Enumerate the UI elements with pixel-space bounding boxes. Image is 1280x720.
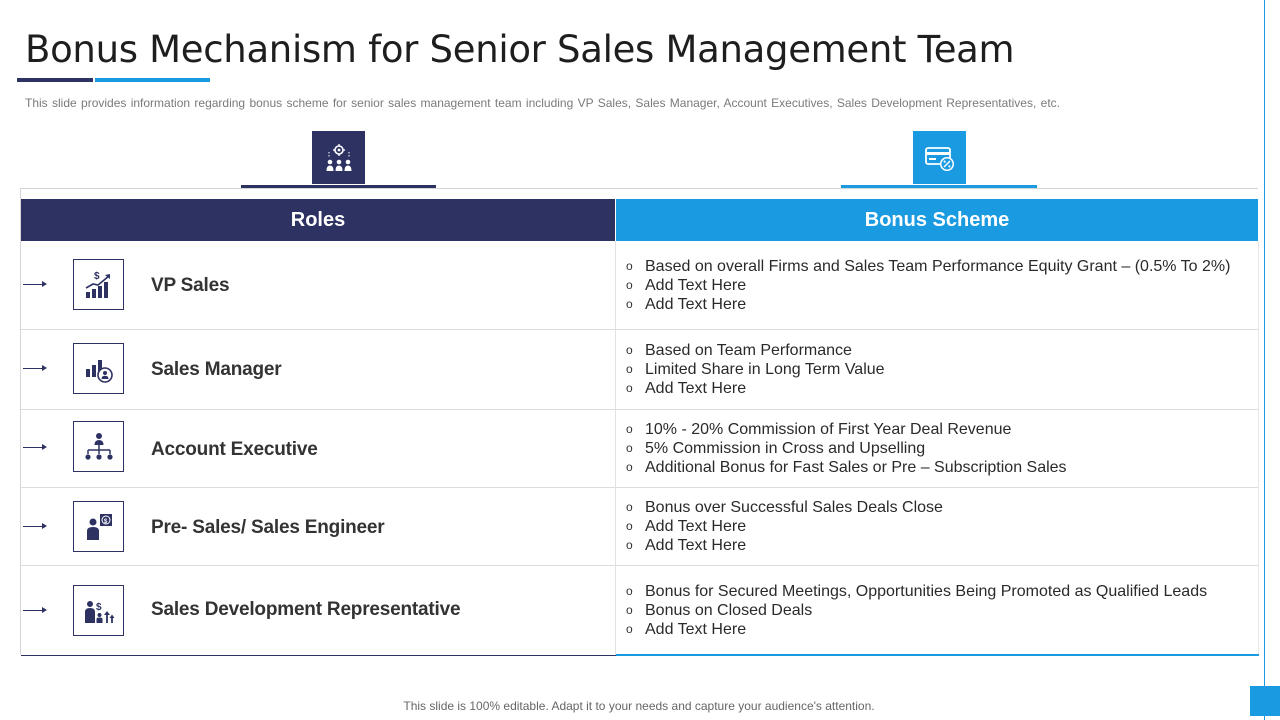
bullet-marker: o [626,422,633,436]
bullet-text: Add Text Here [645,380,747,397]
bullet-marker: o [626,297,633,311]
bullet-marker: o [626,500,633,514]
bullet-text: Add Text Here [645,296,747,313]
table-row [21,410,1258,488]
table-row [21,241,1258,330]
revenue-growth-icon [73,259,124,310]
list-item [626,420,1067,439]
table-row [21,330,1258,410]
bonus-bullets [626,420,1067,477]
svg-text:$: $ [93,270,100,282]
bullet-marker: o [626,519,633,533]
bullet-marker: o [626,381,633,395]
bonus-scheme-column-header: Bonus Scheme [616,199,1258,241]
list-item [626,498,943,517]
bullet-text: 5% Commission in Cross and Upselling [645,440,926,457]
page-footer: This slide is 100% editable. Adapt it to your needs and capture your audience's attention. [403,699,875,713]
title-underline-blue [95,78,210,82]
column-divider [615,241,616,655]
svg-text:$: $ [95,601,102,613]
bullet-text: Add Text Here [645,518,747,535]
bullet-text: Based on overall Firms and Sales Team Performance Equity Grant – (0.5% To 2%) [645,258,1231,275]
bullet-marker: o [626,259,633,273]
team-hierarchy-icon [312,131,365,184]
page-title: Bonus Mechanism for Senior Sales Management Team [25,28,1015,71]
bullet-text: 10% - 20% Commission of First Year Deal Revenue [645,421,1012,438]
bullet-marker: o [626,460,633,474]
list-item [626,601,1207,620]
org-chart-icon [73,421,124,472]
table-row [21,488,1258,566]
row-arrow-icon [23,284,45,285]
table-right-border [1258,241,1259,655]
manager-chart-icon [73,343,124,394]
list-item [626,439,1067,458]
page-subtitle: This slide provides information regarding bonus scheme for senior sales management team including VP Sales, Sales Manager, Account Executives, Sales Development Representatives, etc. [25,96,1060,110]
bullet-marker: o [626,441,633,455]
engineer-dollar-icon [73,501,124,552]
bullet-text: Add Text Here [645,621,747,638]
bullet-text: Add Text Here [645,277,747,294]
bonus-table [20,188,1258,655]
people-dollar-growth-icon [73,585,124,636]
bonus-bullets [626,341,885,398]
list-item [626,379,885,398]
role-name: Sales Development Representative [151,599,461,620]
bullet-marker: o [626,278,633,292]
bullet-text: Bonus over Successful Sales Deals Close [645,499,943,516]
bullet-text: Limited Share in Long Term Value [645,361,885,378]
list-item [626,536,943,555]
list-item [626,458,1067,477]
bullet-marker: o [626,343,633,357]
row-arrow-icon [23,526,45,527]
list-item [626,517,943,536]
bullet-marker: o [626,603,633,617]
bullet-marker: o [626,584,633,598]
bonus-bullets [626,582,1207,639]
right-edge-line [1264,0,1265,720]
role-name: Sales Manager [151,359,282,380]
role-name: Account Executive [151,439,318,460]
list-item [626,360,885,379]
bullet-text: Add Text Here [645,537,747,554]
list-item [626,582,1207,601]
list-item [626,620,1207,639]
table-row [21,566,1258,656]
list-item [626,295,1230,314]
role-name: VP Sales [151,275,230,296]
bullet-text: Bonus on Closed Deals [645,602,813,619]
bullet-marker: o [626,362,633,376]
bullet-text: Bonus for Secured Meetings, Opportunities Being Promoted as Qualified Leads [645,583,1208,600]
roles-column-header: Roles [21,199,615,241]
svg-text:$: $ [103,518,107,525]
bonus-column-bottom-line [616,654,1259,656]
title-underline-navy [17,78,93,82]
bullet-marker: o [626,538,633,552]
row-arrow-icon [23,610,45,611]
list-item [626,276,1230,295]
bullet-text: Additional Bonus for Fast Sales or Pre – Subscription Sales [645,459,1067,476]
bonus-bullets [626,257,1230,314]
row-arrow-icon [23,447,45,448]
role-name: Pre- Sales/ Sales Engineer [151,517,385,538]
discount-card-icon [913,131,966,184]
bullet-marker: o [626,622,633,636]
list-item [626,257,1230,276]
bonus-bullets [626,498,943,555]
bullet-text: Based on Team Performance [645,342,852,359]
row-arrow-icon [23,368,45,369]
list-item [626,341,885,360]
